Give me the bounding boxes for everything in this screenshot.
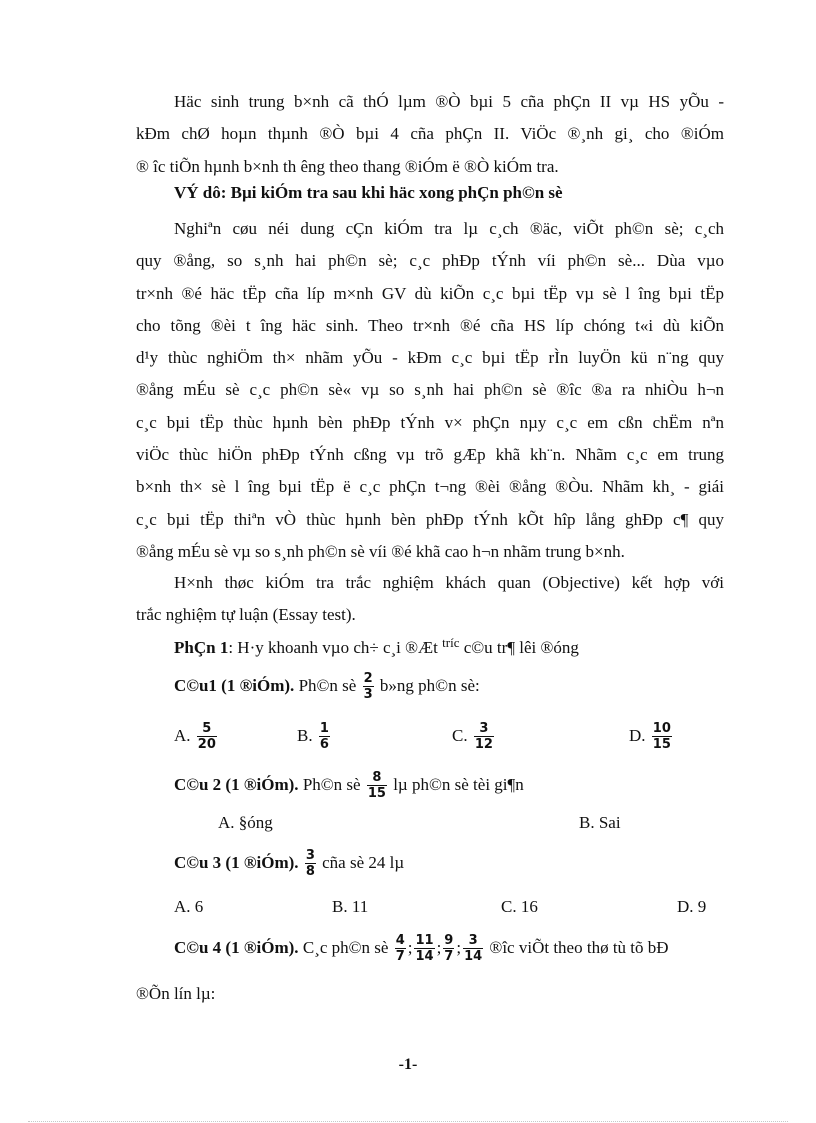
paragraph-line: cho tõng ®èi t îng häc sinh. Theo tr×nh ®é cña HS líp chóng t«i dù kiÕn	[136, 315, 724, 335]
question-1-option-d[interactable]	[629, 716, 674, 756]
fraction-denominator: 3	[363, 687, 373, 703]
paragraph-line: c¸c bµi tËp thiªn vÒ thùc hµnh bèn phÐp tÝnh kÕt hîp lång ghÐp c¶ quy	[136, 509, 724, 529]
paragraph-line: ®ång mÉu sè c¸c ph©n sè« vµ so s¸nh hai ph©n sè ®îc ®a ra nhiÒu h¬n	[136, 380, 724, 400]
paragraph-line: ®ång mÉu sè vµ so s¸nh ph©n sè víi ®é khã cao h¬n nhãm trung b×nh.	[136, 541, 625, 561]
option-fraction	[652, 722, 672, 752]
fraction-denominator: 14	[464, 949, 483, 965]
fraction-denominator: 7	[444, 949, 454, 965]
fraction-numerator: 3	[468, 933, 478, 949]
question-3-option-c[interactable]: C. 16	[501, 897, 538, 916]
question-1-option-b[interactable]	[297, 716, 332, 756]
question-4	[174, 928, 669, 968]
question-2-option-b[interactable]: B. Sai	[579, 813, 621, 832]
part-1-label: PhÇn 1	[174, 638, 229, 657]
page-bottom-divider	[28, 1121, 788, 1122]
question-1	[174, 666, 480, 706]
option-letter: B.	[297, 726, 313, 745]
fraction-numerator: 8	[372, 770, 382, 786]
fraction-denominator: 15	[652, 737, 671, 753]
fraction-denominator: 8	[305, 864, 315, 880]
option-letter: A.	[174, 726, 191, 745]
question-4-fraction	[414, 934, 434, 964]
part-1-small-word: tríc	[442, 635, 460, 650]
option-letter: C.	[452, 726, 468, 745]
fraction-separator: ;	[407, 938, 413, 957]
question-4-continuation: ®Õn lín lµ:	[136, 984, 216, 1003]
question-2-text-after: lµ ph©n sè tèi gi¶n	[393, 775, 524, 794]
question-4-text: C¸c ph©n sè	[302, 938, 389, 957]
question-2-fraction	[367, 771, 387, 801]
paragraph-line: c¸c bµi tËp thùc hµnh bèn phÐp tÝnh v× phÇn nµy c¸c em cßn chËm nªn	[136, 412, 724, 432]
question-3-text-after: cña sè 24 lµ	[322, 853, 405, 872]
example-heading: VÝ dô: Bµi kiÓm tra sau khi häc xong phÇn ph©n sè	[174, 183, 563, 202]
part-1-text: : H·y khoanh vµo ch÷ c¸i ®Æt	[228, 638, 438, 657]
fraction-denominator: 7	[395, 949, 405, 965]
fraction-numerator: 11	[415, 933, 434, 949]
question-4-text-after: ®îc viÕt theo thø tù tõ bÐ	[489, 938, 669, 957]
question-1-option-a[interactable]	[174, 716, 219, 756]
question-3-option-a[interactable]: A. 6	[174, 897, 204, 916]
fraction-denominator: 12	[474, 737, 493, 753]
paragraph-line: quy ®ång, so s¸nh hai ph©n sè; c¸c phÐp tÝnh víi ph©n sè... Dùa vµo	[136, 251, 724, 271]
part-1-instruction	[174, 635, 579, 658]
question-1-text-after: b»ng ph©n sè:	[379, 676, 480, 695]
question-1-option-c[interactable]	[452, 716, 496, 756]
option-fraction	[474, 722, 494, 752]
question-3	[174, 843, 404, 883]
question-2-label: C©u 2 (1 ®iÓm).	[174, 775, 299, 794]
fraction-numerator: 4	[395, 933, 405, 949]
question-2-text: Ph©n sè	[302, 775, 361, 794]
question-4-label: C©u 4 (1 ®iÓm).	[174, 938, 299, 957]
paragraph-line: tr×nh ®é häc tËp cña líp m×nh GV dù kiÕn c¸c bµi tËp vµ sè l îng bµi tËp	[136, 283, 724, 303]
question-1-label: C©u1 (1 ®iÓm).	[174, 676, 295, 695]
option-letter: D.	[629, 726, 646, 745]
paragraph-line: H×nh thøc kiÓm tra trắc nghiệm khách quan (Objective) kết hợp với	[174, 573, 724, 592]
option-fraction	[319, 722, 330, 752]
question-2-option-a[interactable]: A. §óng	[218, 813, 273, 832]
question-4-fraction	[443, 934, 454, 964]
question-1-fraction	[363, 672, 374, 702]
question-3-option-b[interactable]: B. 11	[332, 897, 369, 916]
paragraph-line: d¹y thùc nghiÖm th× nhãm yÕu - kÐm c¸c bµi tËp rÌn luyÖn kü n¨ng quy	[136, 348, 724, 368]
fraction-numerator: 1	[319, 721, 329, 737]
fraction-numerator: 9	[444, 933, 454, 949]
page-number: -1-	[398, 1056, 418, 1073]
part-1-text-after: c©u tr¶ lêi ®óng	[463, 638, 579, 657]
paragraph-1	[136, 86, 724, 183]
fraction-separator: ;	[456, 938, 462, 957]
paragraph-2	[136, 213, 724, 568]
question-4-fraction	[395, 934, 406, 964]
fraction-numerator: 3	[479, 721, 489, 737]
paragraph-line: ® îc tiÕn hµnh b×nh th êng theo thang ®iÓm ë ®Ò kiÓm tra.	[136, 156, 559, 176]
fraction-separator: ;	[436, 938, 442, 957]
question-2	[174, 765, 524, 805]
paragraph-line: Nghiªn cøu néi dung cÇn kiÓm tra lµ c¸ch ®äc, viÕt ph©n sè; c¸ch	[174, 219, 724, 238]
paragraph-line: trắc nghiệm tự luận (Essay test).	[136, 605, 356, 625]
fraction-numerator: 3	[305, 848, 315, 864]
fraction-numerator: 2	[363, 671, 373, 687]
option-fraction	[197, 722, 217, 752]
paragraph-line: viÖc thùc hiÖn phÐp tÝnh cßng vµ trõ gÆp khã kh¨n. Nhãm c¸c em trung	[136, 445, 724, 465]
paragraph-line: kÐm chØ hoµn thµnh ®Ò bµi 4 cña phÇn II. ViÖc ®¸nh gi¸ cho ®iÓm	[136, 124, 724, 144]
question-3-fraction	[305, 849, 316, 879]
paragraph-line: b×nh th× sè l îng bµi tËp ë c¸c phÇn t¬ng ®èi ®ång ®Òu. Nhãm kh¸ - giái	[136, 477, 724, 497]
question-3-label: C©u 3 (1 ®iÓm).	[174, 853, 299, 872]
fraction-numerator: 10	[652, 721, 671, 737]
paragraph-3	[136, 567, 724, 632]
paragraph-line: Häc sinh trung b×nh cã thÓ lµm ®Ò bµi 5 cña phÇn II vµ HS yÕu -	[174, 92, 724, 111]
question-3-option-d[interactable]: D. 9	[677, 897, 707, 916]
fraction-denominator: 14	[415, 949, 434, 965]
fraction-denominator: 20	[197, 737, 216, 753]
question-1-text: Ph©n sè	[298, 676, 357, 695]
fraction-denominator: 15	[367, 786, 386, 802]
question-4-fraction	[463, 934, 483, 964]
fraction-numerator: 5	[202, 721, 212, 737]
fraction-denominator: 6	[319, 737, 329, 753]
